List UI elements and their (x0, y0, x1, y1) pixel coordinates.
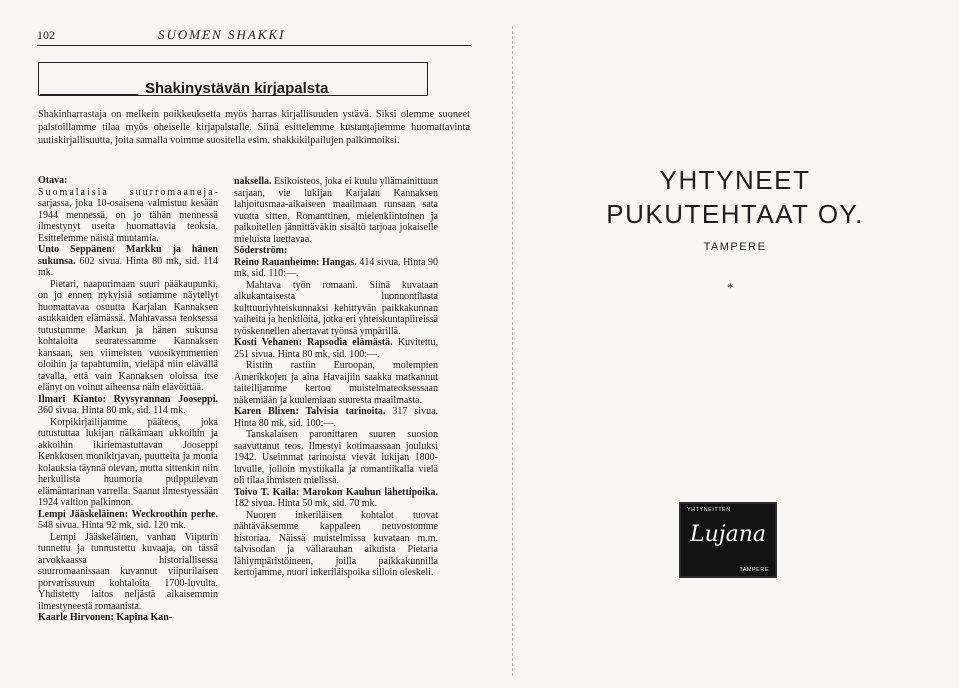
book-description: Ristiin rastiin Euroopan, molempien Amerikkojen ja aina Havaijiin saakka matkannut taiteilijamme kertoo muistelmateoksessaan näkemiään ja kuulemiaan suuresta maailmasta. (234, 360, 438, 406)
company-name (560, 163, 910, 231)
series-paragraph (38, 187, 218, 245)
book-description: Mahtava työn romaani. Siinä kuvataan alkukantaisesta luonnontilasta kulttuuriyhteiskunnaksi kehittyvän paikkakunnan vaiheita ja henkilöitä, jotka eri yhteiskuntapiireissä työskennellen ahertavat työnsä ympärillä. (234, 279, 438, 337)
book-entry (234, 257, 438, 280)
book-description: Pietari, naapurimaan suuri pääkaupunki, on jo ennen nykyisiä sotiamme näytellyt huomattavaa osuutta Karjalan Kannaksen asukkaiden elämässä. Mahtavassa teoksessa tutustumme Markun ja hänen sukunsa kohtaloita seuratessamme Kannaksen kansaan, sen viimeisten vuosikymmenien oloihin ja tapahtumiin, vieläpä niin elävällä tavalla, että vain Kannaksen oloissa itse elänyt on voinut aiheensa näin elävöittää. (38, 278, 218, 393)
book-entry (38, 509, 218, 532)
book-details: 602 sivua. Hinta 80 mk, sid. 114 mk. (38, 255, 218, 278)
company-name-line2: PUKUTEHTAAT OY. (606, 199, 864, 229)
section-title: Shakinystävän kirjapalsta (145, 80, 329, 97)
book-details: 414 sivua. Hinta 90 mk, sid. 110:—. (234, 256, 438, 279)
header-rule (37, 45, 471, 46)
book-title: Kosti Vehanen: Rapsodia elämästä. (234, 337, 393, 348)
section-title-underline (40, 94, 138, 95)
book-details: 182 sivua. Hinta 50 mk, sid. 70 mk. (234, 498, 378, 509)
book-title: Toivo T. Kaila: Marokon Kauhun lähettipoika. (234, 486, 438, 498)
series-name: Suomalaisia suurromaaneja (38, 186, 215, 198)
publisher-otava: Otava: (38, 175, 68, 186)
book-description: Lempi Jääskeläinen, vanhan Viipurin tunnettu ja tunnustettu kuvaaja, on tässä arvokkaassa historiallisessa suurromaanissaan kuvannut viipurilaisen porvarissuvun kohtaloita 1700-luvulta. Yhdistetty laitos neljästä aikaisemmin ilmestyneestä romaanista. (38, 531, 218, 612)
star-icon: * (727, 280, 734, 295)
book-title: Lempi Jääskeläinen: Weckroothin perhe. (38, 508, 218, 520)
book-details: 548 sivua. Hinta 92 mk, sid. 120 mk. (38, 520, 187, 531)
book-entry (234, 176, 438, 245)
book-description: Tanskalaisen paronittaren suuren suosion saavuttanut teos. Ilmestyi kotimaassaan jouluksi 1942. Useimmat tarinoista vievät lukijan 1800-luvulle, jolloin mystiikalla ja romantiikalla vielä oli tilaa ihmisten mielissä. (234, 429, 438, 486)
section-intro: Shakinharrastaja on melkein poikkeuksetta myös harras kirjallisuuden ystävä. Siksi olemme suoneet palstoillamme tilaa myös oheiselle kirjapalstalle. Siinä esittelemme kustantajiemme huomattavinta uutiskirjallisuutta, joita samalla voimme suositella esim. shakkikilpailujen palkinnoiksi. (38, 109, 470, 146)
label-script-logo: Lujana (689, 522, 766, 547)
book-description: Esikoisteos, joka ei kuulu yllämainittuun sarjaan, vie lukijan Karjalan Kannaksen lahjoitusmaa-aikaiseen maailmaan runsaan sata vuotta sitten. Romanttinen, mielenkiintoinen ja paikoitellen jännittäväkin sisältö tarjoaa jokaiselle mieluista luettavaa. (234, 176, 438, 245)
company-name-line1: YHTYNEET (659, 165, 811, 195)
right-column (234, 176, 438, 579)
clothing-label-logo (679, 502, 777, 578)
book-entry (234, 487, 438, 510)
book-details: Kuvitettu, 251 sivua. Hinta 80 mk, sid. 100:—. (234, 337, 439, 360)
label-bottom-text: TAMPERE (739, 567, 769, 573)
book-title: Unto Seppänen: Markku ja hänen sukunsa. (38, 244, 218, 267)
book-title: Ilmari Kianto: Ryysyrannan Jooseppi. (38, 393, 218, 405)
book-details: 360 sivua. Hinta 80 mk, sid. 114 mk. (38, 405, 186, 416)
book-title: Karen Blixen: Talvisia tarinoita. (234, 406, 386, 417)
publisher-soderstrom: Söderström: (234, 245, 288, 256)
book-details: 317 sivua. Hinta 80 mk, sid. 100:—. (234, 406, 439, 429)
book-entry (38, 244, 218, 279)
book-entry (234, 406, 438, 429)
book-description: Nuoren inkeriläisen kohtalot tuovat nähtäväksemme kappaleen neuvostomme historiaa. Näissä muistelmissa kuvataan m.m. talvisodan ja väliarauhan aikuista Pietaria lähiympäristöineen, joilla paikkakunnilla kertojamme, nuori inkeriläispoika silloin oleskeli. (234, 509, 438, 578)
book-title: Kaarle Hirvonen: Kapina Kan- (38, 612, 173, 623)
book-title: naksella. (234, 176, 272, 187)
running-head: SUOMEN SHAKKI (158, 27, 286, 42)
company-city: TAMPERE (703, 241, 767, 253)
label-top-text: YHTYNEITTEN (687, 507, 731, 513)
book-description: Korpikirjailijamme pääteos, joka tutustuttaa lukijan nälkämaan ukkoihin ja akkoihin ikiriemastuttavan Jooseppi Kenkkusen monikirjavan, puutteita ja monia kolauksia täynnä olevan, mutta sittenkin niin herkullista huumoria pulppuilevan elämäntarinan varrella. Saanut ilmestyessään 1924 valtion palkinnon. (38, 416, 218, 508)
book-title: Reino Rauanheimo: Hangas. (234, 256, 357, 268)
book-entry (234, 337, 438, 360)
page-number: 102 (37, 28, 55, 42)
left-column (38, 175, 218, 624)
book-entry (38, 394, 218, 417)
page-divider (512, 26, 513, 676)
series-text: -sarjassa, joka 10-osaisena valmistuu kesään 1944 mennessä, on jo tähän mennessä ilmestynyt useita huomattavia teoksia. Esittelemme näistä muutamia. (38, 186, 218, 244)
